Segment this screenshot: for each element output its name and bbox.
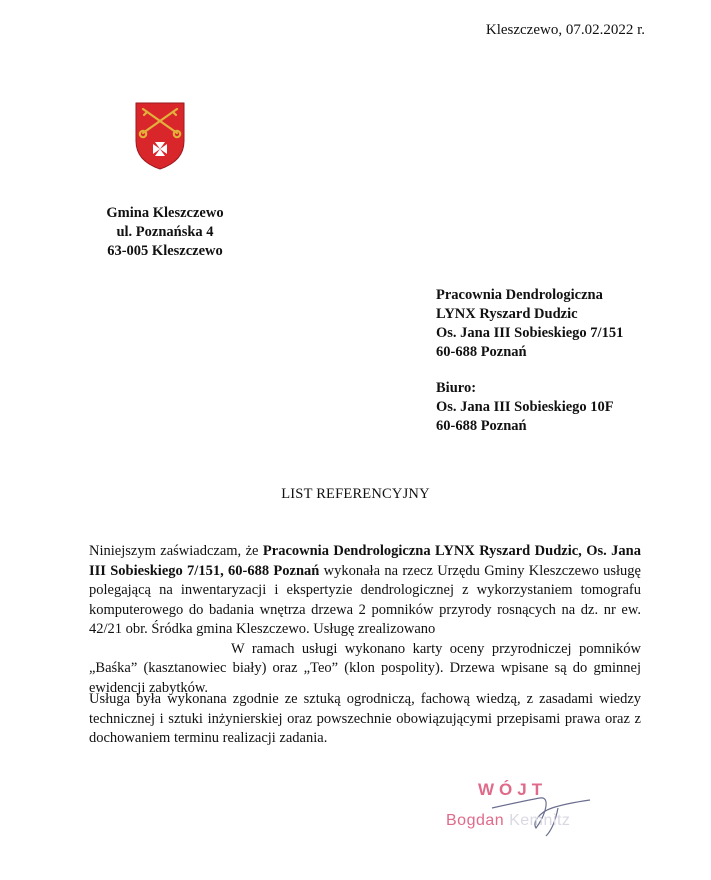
reference-paragraph [89, 542, 641, 698]
paragraph-body: wykonała na rzecz Urzędu Gminy Kleszczewo usługę polegającą na inwentaryzacji i ekspertyzie dendrologicznej z wykorzystaniem tomografu komputerowego do badania wnętrza drzewa 2 pomników przyrody rosnących na dz. nr ew. 42/21 obr. Śródka gmina Kleszczewo. Usługę zrealizowano [89, 562, 641, 637]
office-label: Biuro: [436, 380, 477, 396]
stamp-last-name: Kemnitz [509, 812, 571, 829]
recipient-street: Os. Jana III Sobieskiego 7/151 [436, 325, 624, 341]
recipient-city: 60-688 Poznań [436, 344, 527, 360]
office-street: Os. Jana III Sobieskiego 10F [436, 399, 614, 415]
sender-name: Gmina Kleszczewo [106, 205, 224, 221]
stamp-first-name: Bogdan [446, 812, 510, 829]
stamp-name [446, 812, 570, 830]
quality-paragraph: Usługa była wykonana zgodnie ze sztuką ogrodniczą, fachową wiedzą, z zasadami wiedzy technicznej i sztuki inżynierskiej oraz powszechnie obowiązującymi przepisami prawa oraz z dochowaniem terminu realizacji zadania. [89, 691, 641, 746]
paragraph-continuation: W ramach usługi wykonano karty oceny przyrodniczej pomników „Baśka” (kasztanowiec biały) oraz „Teo” (klon pospolity). Drzewa wpisane są do gminnej ewidencji zabytków. [89, 640, 641, 696]
recipient-owner: LYNX Ryszard Dudzic [436, 306, 578, 322]
company-name-bold: Pracownia Dendrologiczna LYNX Ryszard Dudzic, Os. Jana III Sobieskiego 7/151, 60-688 Poznań [89, 543, 641, 579]
sender-city: 63-005 Kleszczewo [107, 243, 223, 259]
sender-address [92, 204, 238, 261]
stamp-title: WÓJT [478, 780, 548, 799]
office-city: 60-688 Poznań [436, 418, 527, 434]
letter-date: Kleszczewo, 07.02.2022 r. [485, 22, 645, 38]
sender-street: ul. Poznańska 4 [116, 224, 214, 240]
coat-of-arms-icon [134, 101, 186, 171]
letter-title: LIST REFERENCYJNY [281, 486, 430, 502]
office-address [436, 379, 614, 436]
recipient-name: Pracownia Dendrologiczna [436, 287, 603, 303]
recipient-address [436, 286, 623, 362]
paragraph-intro: Niniejszym zaświadczam, że [89, 543, 263, 559]
